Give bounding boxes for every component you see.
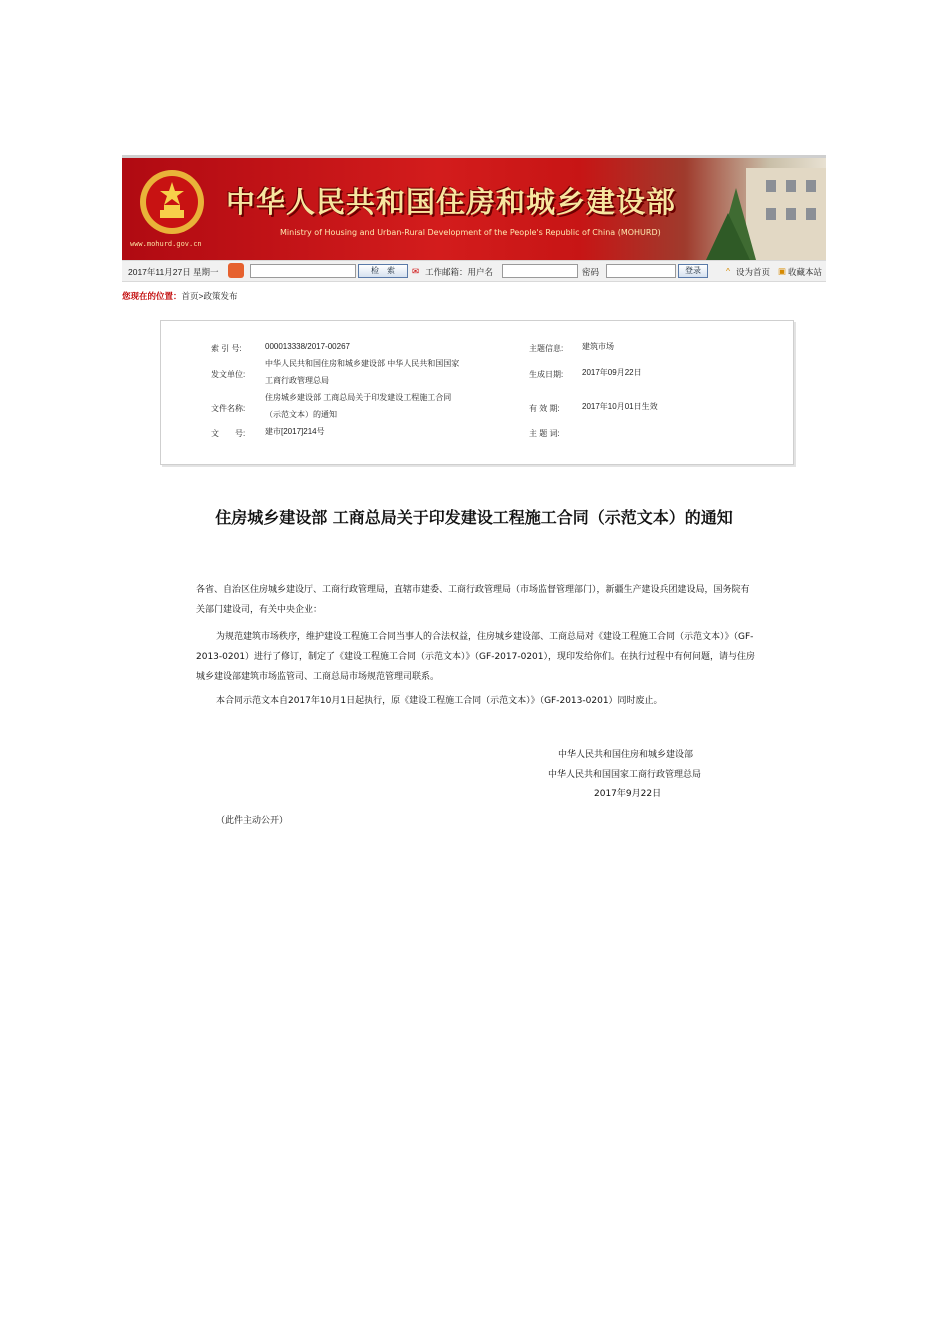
document-title: 住房城乡建设部 工商总局关于印发建设工程施工合同（示范文本）的通知 xyxy=(215,508,733,527)
breadcrumb-path[interactable]: 首页>政策发布 xyxy=(181,291,238,301)
issuer-label: 发文单位: xyxy=(211,370,246,379)
login-button[interactable]: 登录 xyxy=(678,264,708,278)
bookmark-icon: ▣ xyxy=(778,266,787,276)
body-paragraph-2: 本合同示范文本自2017年10月1日起执行，原《建设工程施工合同（示范文本）》（GF-2013-0201）同时废止。 xyxy=(216,696,663,706)
top-toolbar xyxy=(122,260,826,282)
password-input[interactable] xyxy=(606,264,676,278)
valid-value: 2017年10月01日生效 xyxy=(582,402,658,411)
signature-date: 2017年9月22日 xyxy=(594,789,662,799)
public-note: （此件主动公开） xyxy=(216,816,289,826)
site-banner xyxy=(122,158,826,260)
building-photo xyxy=(706,158,826,260)
search-icon[interactable] xyxy=(228,263,244,278)
signature-administration: 中华人民共和国国家工商行政管理总局 xyxy=(548,770,702,780)
index-label: 索 引 号: xyxy=(211,344,242,353)
keywords-label: 主 题 词: xyxy=(529,429,560,438)
search-input[interactable] xyxy=(250,264,356,278)
date-value: 2017年09月22日 xyxy=(582,368,642,377)
breadcrumb xyxy=(122,290,237,302)
current-date: 2017年11月27日 星期一 xyxy=(128,267,219,277)
mail-label: 工作邮箱：用户名 xyxy=(425,267,494,277)
set-home-link[interactable]: 设为首页 xyxy=(736,267,771,277)
docno-label: 文 号: xyxy=(211,429,246,438)
site-url: www.mohurd.gov.cn xyxy=(130,240,202,248)
filename-label: 文件名称: xyxy=(211,404,246,413)
body-paragraph-1: 为规范建筑市场秩序，维护建设工程施工合同当事人的合法权益，住房城乡建设部、工商总局对《建设工程施工合同（示范文本）》（GF-2013-0201）进行了修订，制定了《建设工程施工合同（示范文本）》（GF-2017-0201），现印发给你们。在执行过程中有何问题，请与住房城乡建设部建筑市场监管司、工商总局市场规范管理司联系。 xyxy=(196,632,756,682)
topic-value: 建筑市场 xyxy=(582,342,614,351)
username-input[interactable] xyxy=(502,264,578,278)
ministry-title: 中华人民共和国住房和城乡建设部 xyxy=(226,185,677,219)
issuer-line2: 工商行政管理总局 xyxy=(265,376,329,385)
document-meta-box xyxy=(160,320,794,465)
ministry-title-english: Ministry of Housing and Urban-Rural Development of the People's Republic of China (MOHURD) xyxy=(280,228,661,237)
search-button[interactable]: 检 索 xyxy=(358,264,408,278)
valid-label: 有 效 期: xyxy=(529,404,560,413)
breadcrumb-label: 您现在的位置： xyxy=(122,291,182,301)
issuer-line1: 中华人民共和国住房和城乡建设部 中华人民共和国国家 xyxy=(265,359,460,368)
mail-icon: ✉ xyxy=(412,266,420,276)
filename-line2: （示范文本）的通知 xyxy=(265,410,337,419)
national-emblem-icon xyxy=(138,168,206,236)
password-label: 密码 xyxy=(582,267,600,277)
home-icon: ^ xyxy=(726,266,730,276)
filename-line1: 住房城乡建设部 工商总局关于印发建设工程施工合同 xyxy=(265,393,452,402)
date-label: 生成日期: xyxy=(529,370,564,379)
webpage-screenshot xyxy=(122,155,826,845)
bookmark-link[interactable]: 收藏本站 xyxy=(788,267,823,277)
signature-ministry: 中华人民共和国住房和城乡建设部 xyxy=(558,750,694,760)
index-value: 000013338/2017-00267 xyxy=(265,342,350,351)
topic-label: 主题信息: xyxy=(529,344,564,353)
recipients-paragraph: 各省、自治区住房城乡建设厅、工商行政管理局，直辖市建委、工商行政管理局（市场监督管理部门），新疆生产建设兵团建设局，国务院有关部门建设司，有关中央企业： xyxy=(196,585,750,615)
docno-value: 建市[2017]214号 xyxy=(265,427,325,436)
